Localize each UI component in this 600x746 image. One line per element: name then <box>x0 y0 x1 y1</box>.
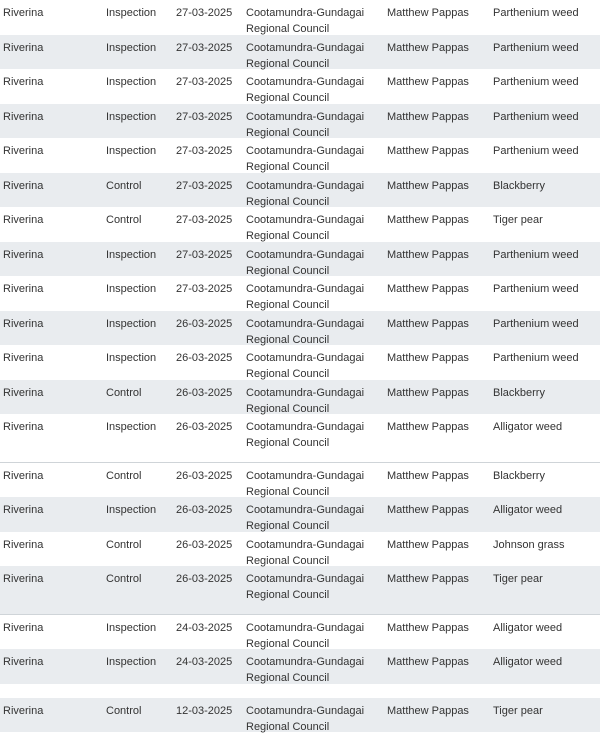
council-cell <box>246 620 387 652</box>
table-row[interactable] <box>0 138 600 173</box>
date-cell: 27-03-2025 <box>176 248 233 261</box>
table-row[interactable] <box>0 380 600 415</box>
council-line-1: Cootamundra-Gundagai <box>246 41 365 54</box>
officer-cell: Matthew Pappas <box>387 7 469 19</box>
council-line-1: Cootamundra-Gundagai <box>246 352 365 364</box>
council-line-1: Cootamundra-Gundagai <box>246 704 365 717</box>
table-row[interactable] <box>0 104 600 139</box>
council-line-2: Regional Council <box>246 57 330 70</box>
council-line-2: Regional Council <box>246 92 330 104</box>
weed-cell: Parthenium weed <box>493 7 579 19</box>
activity-cell: Inspection <box>106 317 157 330</box>
date-cell: 27-03-2025 <box>176 145 233 157</box>
council-line-2: Regional Council <box>246 195 330 208</box>
weed-cell: Alligator weed <box>493 656 563 668</box>
region-cell: Riverina <box>3 469 44 482</box>
council-cell <box>246 178 387 210</box>
table-row[interactable] <box>0 242 600 277</box>
council-line-2: Regional Council <box>246 637 330 650</box>
weed-cell: Parthenium weed <box>493 110 579 123</box>
activity-cell: Control <box>106 386 142 399</box>
council-line-2: Regional Council <box>246 23 330 35</box>
table-row[interactable] <box>0 532 600 567</box>
council-line-1: Cootamundra-Gundagai <box>246 283 365 295</box>
council-line-1: Cootamundra-Gundagai <box>246 386 365 399</box>
date-cell: 24-03-2025 <box>176 621 233 634</box>
region-cell: Riverina <box>3 621 44 634</box>
table-row[interactable] <box>0 207 600 242</box>
date-cell: 24-03-2025 <box>176 656 233 668</box>
council-cell <box>246 654 387 686</box>
activity-cell: Inspection <box>106 41 157 54</box>
council-cell <box>246 571 387 603</box>
council-line-2: Regional Council <box>246 589 330 601</box>
officer-cell: Matthew Pappas <box>387 352 469 364</box>
activity-cell: Control <box>106 704 142 717</box>
date-cell: 26-03-2025 <box>176 352 233 364</box>
weed-cell: Blackberry <box>493 469 545 482</box>
date-cell: 27-03-2025 <box>176 76 233 88</box>
table-row[interactable] <box>0 414 600 449</box>
officer-cell: Matthew Pappas <box>387 179 469 192</box>
council-line-1: Cootamundra-Gundagai <box>246 656 365 668</box>
weed-cell: Tiger pear <box>493 573 543 585</box>
council-line-2: Regional Council <box>246 554 330 567</box>
region-cell: Riverina <box>3 386 44 399</box>
council-cell <box>246 109 387 141</box>
date-cell: 27-03-2025 <box>176 41 233 54</box>
date-cell: 26-03-2025 <box>176 573 233 585</box>
council-cell <box>246 350 387 382</box>
officer-cell: Matthew Pappas <box>387 621 469 634</box>
date-cell: 27-03-2025 <box>176 214 233 226</box>
officer-cell: Matthew Pappas <box>387 656 469 668</box>
region-cell: Riverina <box>3 704 44 717</box>
date-cell: 26-03-2025 <box>176 469 233 482</box>
table-row[interactable] <box>0 35 600 70</box>
council-cell <box>246 247 387 279</box>
officer-cell: Matthew Pappas <box>387 573 469 585</box>
council-line-1: Cootamundra-Gundagai <box>246 110 365 123</box>
region-cell: Riverina <box>3 76 44 88</box>
officer-cell: Matthew Pappas <box>387 469 469 482</box>
table-row[interactable] <box>0 463 600 498</box>
table-row[interactable] <box>0 615 600 650</box>
region-cell: Riverina <box>3 179 44 192</box>
weed-cell: Tiger pear <box>493 704 543 717</box>
council-line-2: Regional Council <box>246 672 330 684</box>
council-line-1: Cootamundra-Gundagai <box>246 621 365 634</box>
activity-cell: Inspection <box>106 110 157 123</box>
officer-cell: Matthew Pappas <box>387 504 469 516</box>
region-cell: Riverina <box>3 214 44 226</box>
table-row[interactable] <box>0 69 600 104</box>
officer-cell: Matthew Pappas <box>387 386 469 399</box>
region-cell: Riverina <box>3 145 44 157</box>
activity-cell: Inspection <box>106 352 157 364</box>
council-line-1: Cootamundra-Gundagai <box>246 145 365 157</box>
weed-cell: Alligator weed <box>493 621 563 634</box>
weed-cell: Blackberry <box>493 386 545 399</box>
region-cell: Riverina <box>3 352 44 364</box>
activity-cell: Inspection <box>106 504 157 516</box>
region-cell: Riverina <box>3 41 44 54</box>
council-line-2: Regional Council <box>246 299 330 311</box>
council-line-2: Regional Council <box>246 264 330 277</box>
council-line-2: Regional Council <box>246 230 330 242</box>
council-line-2: Regional Council <box>246 333 330 346</box>
council-line-2: Regional Council <box>246 161 330 173</box>
council-cell <box>246 143 387 175</box>
date-cell: 26-03-2025 <box>176 421 233 433</box>
weed-cell: Johnson grass <box>493 538 565 551</box>
weed-cell: Parthenium weed <box>493 145 579 157</box>
officer-cell: Matthew Pappas <box>387 317 469 330</box>
region-cell: Riverina <box>3 538 44 551</box>
officer-cell: Matthew Pappas <box>387 214 469 226</box>
council-cell <box>246 40 387 72</box>
officer-cell: Matthew Pappas <box>387 76 469 88</box>
date-cell: 26-03-2025 <box>176 386 233 399</box>
region-cell: Riverina <box>3 248 44 261</box>
council-line-1: Cootamundra-Gundagai <box>246 469 365 482</box>
date-cell: 26-03-2025 <box>176 317 233 330</box>
council-line-1: Cootamundra-Gundagai <box>246 7 365 19</box>
region-cell: Riverina <box>3 7 44 19</box>
council-cell <box>246 502 387 534</box>
weed-cell: Blackberry <box>493 179 545 192</box>
council-cell <box>246 5 387 37</box>
date-cell: 12-03-2025 <box>176 704 233 717</box>
table-row[interactable] <box>0 497 600 532</box>
weed-cell: Tiger pear <box>493 214 543 226</box>
weed-cell: Parthenium weed <box>493 283 579 295</box>
council-line-1: Cootamundra-Gundagai <box>246 504 365 516</box>
weed-cell: Alligator weed <box>493 504 563 516</box>
council-cell <box>246 419 387 451</box>
activity-cell: Control <box>106 214 142 226</box>
activity-cell: Inspection <box>106 76 157 88</box>
council-line-2: Regional Council <box>246 126 330 139</box>
council-line-2: Regional Council <box>246 520 330 532</box>
region-cell: Riverina <box>3 656 44 668</box>
officer-cell: Matthew Pappas <box>387 110 469 123</box>
council-cell <box>246 385 387 417</box>
council-line-1: Cootamundra-Gundagai <box>246 76 365 88</box>
date-cell: 27-03-2025 <box>176 179 233 192</box>
council-cell <box>246 281 387 313</box>
table-row[interactable] <box>0 0 600 35</box>
activity-cell: Inspection <box>106 7 157 19</box>
activity-cell: Inspection <box>106 145 157 157</box>
activity-cell: Control <box>106 179 142 192</box>
council-line-1: Cootamundra-Gundagai <box>246 214 365 226</box>
weed-cell: Alligator weed <box>493 421 563 433</box>
officer-cell: Matthew Pappas <box>387 283 469 295</box>
region-cell: Riverina <box>3 283 44 295</box>
table-row[interactable] <box>0 276 600 311</box>
date-cell: 27-03-2025 <box>176 110 233 123</box>
officer-cell: Matthew Pappas <box>387 145 469 157</box>
activity-cell: Control <box>106 573 142 585</box>
activity-cell: Inspection <box>106 656 157 668</box>
table-row[interactable] <box>0 649 600 684</box>
council-cell <box>246 74 387 106</box>
officer-cell: Matthew Pappas <box>387 538 469 551</box>
weed-cell: Parthenium weed <box>493 317 579 330</box>
region-cell: Riverina <box>3 573 44 585</box>
officer-cell: Matthew Pappas <box>387 248 469 261</box>
officer-cell: Matthew Pappas <box>387 421 469 433</box>
weed-cell: Parthenium weed <box>493 41 579 54</box>
council-line-1: Cootamundra-Gundagai <box>246 248 365 261</box>
weed-cell: Parthenium weed <box>493 76 579 88</box>
council-line-1: Cootamundra-Gundagai <box>246 538 365 551</box>
region-cell: Riverina <box>3 504 44 516</box>
activity-cell: Control <box>106 469 142 482</box>
officer-cell: Matthew Pappas <box>387 704 469 717</box>
region-cell: Riverina <box>3 317 44 330</box>
activity-cell: Inspection <box>106 283 157 295</box>
date-cell: 27-03-2025 <box>176 283 233 295</box>
council-line-2: Regional Council <box>246 485 330 498</box>
council-cell <box>246 212 387 244</box>
council-cell <box>246 703 387 735</box>
weed-cell: Parthenium weed <box>493 352 579 364</box>
council-line-2: Regional Council <box>246 437 330 449</box>
region-cell: Riverina <box>3 421 44 433</box>
activity-cell: Control <box>106 538 142 551</box>
council-line-1: Cootamundra-Gundagai <box>246 573 365 585</box>
table-row[interactable] <box>0 311 600 346</box>
activity-cell: Inspection <box>106 248 157 261</box>
date-cell: 27-03-2025 <box>176 7 233 19</box>
council-cell <box>246 316 387 348</box>
council-line-1: Cootamundra-Gundagai <box>246 421 365 433</box>
council-line-1: Cootamundra-Gundagai <box>246 179 365 192</box>
date-cell: 26-03-2025 <box>176 504 233 516</box>
table-row[interactable] <box>0 566 600 601</box>
activity-cell: Inspection <box>106 621 157 634</box>
council-line-1: Cootamundra-Gundagai <box>246 317 365 330</box>
council-line-2: Regional Council <box>246 368 330 380</box>
date-cell: 26-03-2025 <box>176 538 233 551</box>
table-row[interactable] <box>0 173 600 208</box>
council-cell <box>246 468 387 500</box>
table-row[interactable] <box>0 698 600 733</box>
council-cell <box>246 537 387 569</box>
council-line-2: Regional Council <box>246 720 330 733</box>
officer-cell: Matthew Pappas <box>387 41 469 54</box>
council-line-2: Regional Council <box>246 402 330 415</box>
table-row[interactable] <box>0 345 600 380</box>
activity-cell: Inspection <box>106 421 157 433</box>
weed-cell: Parthenium weed <box>493 248 579 261</box>
region-cell: Riverina <box>3 110 44 123</box>
